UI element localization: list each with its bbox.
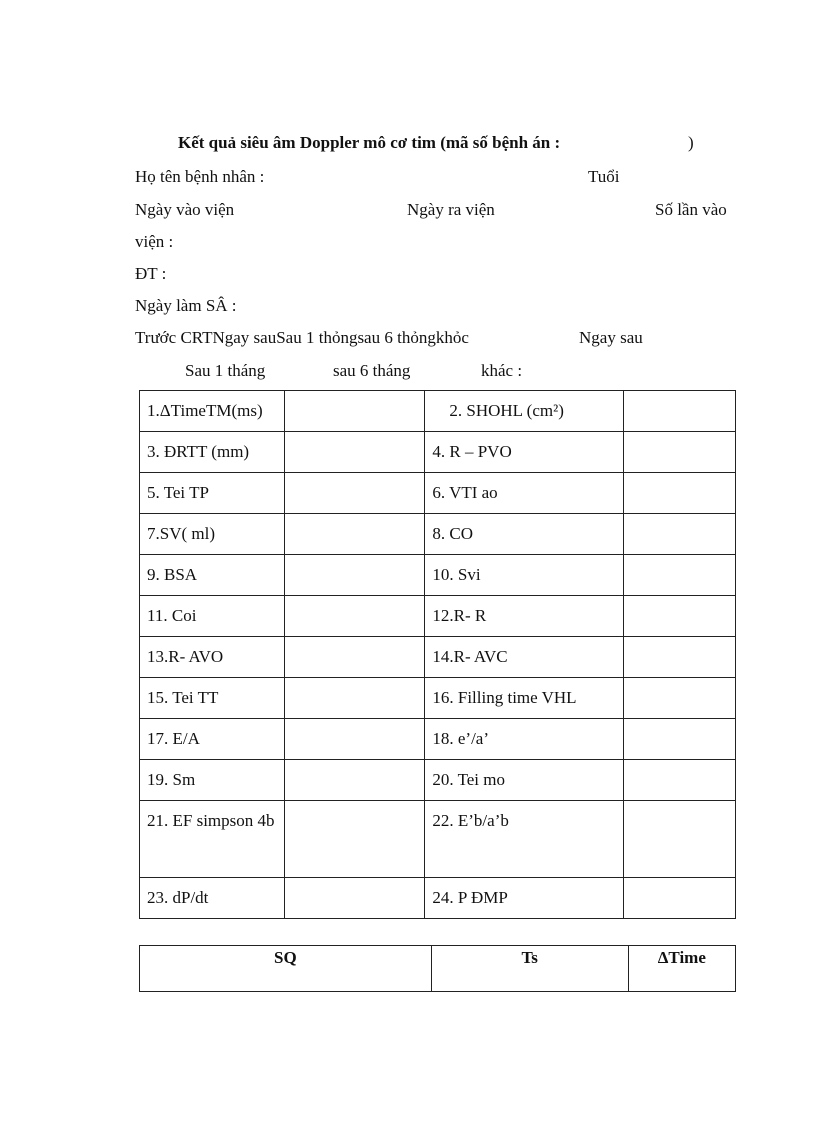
measure-label: 8. CO [425,514,624,555]
measure-label: 21. EF simpson 4b [140,801,285,878]
timepoint-1-month: Sau 1 tháng [185,361,266,380]
value-cell[interactable] [285,801,425,878]
title-text: Kết quả siêu âm Doppler mô cơ tim (mã số bệnh án : [178,133,561,152]
delta-time-header: ΔTime [628,946,735,992]
measure-label: 4. R – PVO [425,432,624,473]
timepoint-other: khác : [481,361,523,380]
measure-label: 1.ΔTimeTM(ms) [140,391,285,432]
measure-label: 24. P ĐMP [425,878,624,919]
value-cell[interactable] [623,878,735,919]
measure-label: 14.R- AVC [425,637,624,678]
value-cell[interactable] [623,432,735,473]
measure-label: 16. Filling time VHL [425,678,624,719]
timepoint-options: Trước CRTNgay sauSau 1 thỏngsau 6 thỏngkhỏc [135,328,469,347]
value-cell[interactable] [623,596,735,637]
table-row [140,678,736,719]
table-row [140,473,736,514]
value-cell[interactable] [285,878,425,919]
value-cell[interactable] [623,637,735,678]
table-row [140,514,736,555]
value-cell[interactable] [285,596,425,637]
measure-label: 10. Svi [425,555,624,596]
measure-label: 20. Tei mo [425,760,624,801]
age-label: Tuổi [588,167,620,186]
value-cell[interactable] [623,719,735,760]
measure-label: 22. E’b/a’b [425,801,624,878]
value-cell[interactable] [285,391,425,432]
timepoint-ngay-sau: Ngay sau [579,328,643,347]
value-cell[interactable] [285,432,425,473]
table-row [140,760,736,801]
value-cell[interactable] [285,514,425,555]
value-cell[interactable] [623,555,735,596]
ts-header: Ts [431,946,628,992]
measure-label: 2. SHOHL (cm²) [425,391,624,432]
sq-header: SQ [140,946,432,992]
value-cell[interactable] [285,760,425,801]
measure-label: 12.R- R [425,596,624,637]
measure-label: 15. Tei TT [140,678,285,719]
value-cell[interactable] [623,391,735,432]
table-row [140,719,736,760]
table-row [140,596,736,637]
table-row [140,432,736,473]
patient-name-label: Họ tên bệnh nhân : [135,167,265,186]
measure-label: 13.R- AVO [140,637,285,678]
phone-label: ĐT : [135,264,167,283]
table-row [140,946,736,992]
measure-label: 6. VTI ao [425,473,624,514]
table-row [140,555,736,596]
table-row [140,801,736,878]
title-close-paren: ) [688,133,694,152]
measure-label: 7.SV( ml) [140,514,285,555]
measurements-table [139,390,736,919]
echo-date-label: Ngày làm SÂ : [135,296,237,315]
measure-label: 5. Tei TP [140,473,285,514]
value-cell[interactable] [285,678,425,719]
measure-label: 19. Sm [140,760,285,801]
value-cell[interactable] [285,637,425,678]
value-cell[interactable] [285,555,425,596]
discharge-date-label: Ngày ra viện [407,200,495,219]
timepoint-6-month: sau 6 tháng [333,361,411,380]
value-cell[interactable] [623,760,735,801]
measure-label: 23. dP/dt [140,878,285,919]
measure-label: 18. e’/a’ [425,719,624,760]
measure-label: 3. ĐRTT (mm) [140,432,285,473]
measure-label: 9. BSA [140,555,285,596]
measure-label: 11. Coi [140,596,285,637]
table-row [140,637,736,678]
table-row [140,878,736,919]
table-row [140,391,736,432]
value-cell[interactable] [285,473,425,514]
page-title [178,133,694,153]
value-cell[interactable] [623,801,735,878]
admission-date-label: Ngày vào viện [135,200,235,219]
value-cell[interactable] [623,514,735,555]
admission-count-label-cont: viện : [135,232,174,251]
value-cell[interactable] [285,719,425,760]
admission-count-label: Số lần vào [655,200,727,219]
value-cell[interactable] [623,473,735,514]
measure-label: 17. E/A [140,719,285,760]
sq-table [139,945,736,992]
value-cell[interactable] [623,678,735,719]
